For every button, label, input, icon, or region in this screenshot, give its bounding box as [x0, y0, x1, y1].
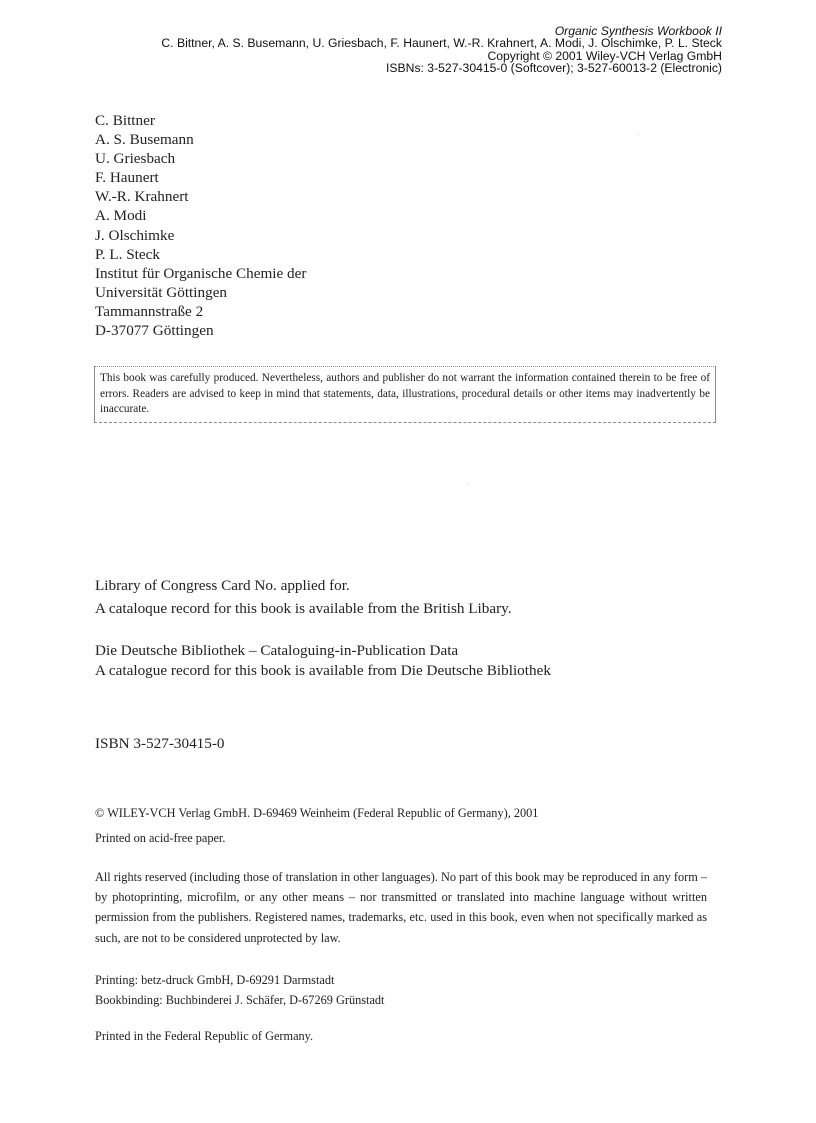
- scan-speck: [638, 134, 639, 135]
- author-name: C. Bittner: [95, 112, 155, 129]
- dnb-heading: Die Deutsche Bibliothek – Cataloguing-in-Publication Data: [95, 642, 459, 659]
- author-list: [95, 111, 306, 340]
- page-header: [22, 25, 722, 75]
- address-line: D-37077 Göttingen: [95, 322, 214, 340]
- bookbinding-credit: Bookbinding: Buchbinderei J. Schäfer, D-67269 Grünstadt: [95, 993, 385, 1007]
- address-line: Institut für Organische Chemie der: [95, 264, 307, 282]
- paper-note: Printed on acid-free paper.: [95, 831, 226, 845]
- header-copyright: Copyright © 2001 Wiley-VCH Verlag GmbH: [487, 48, 722, 63]
- dnb-block: [95, 641, 551, 680]
- british-library-note: A cataloque record for this book is available from the British Libary.: [95, 600, 512, 617]
- author-name: P. L. Steck: [95, 245, 160, 263]
- author-name: U. Griesbach: [95, 150, 176, 168]
- rights-notice: All rights reserved (including those of translation in other languages). No part of this book may be reproduced in any form – by photoprinting, microfilm, or any other means – nor transmitted or translated into machine language without written permission from the publishers. Registered names, trademarks, etc. used in this book, even when not specifically marked as such, are not to be considered unprotected by law.: [95, 870, 707, 945]
- dnb-record: A catalogue record for this book is available from Die Deutsche Bibliothek: [95, 661, 551, 679]
- disclaimer-box: This book was carefully produced. Nevertheless, authors and publisher do not warrant the information contained therein to be free of errors. Readers are advised to keep in mind that statements, data, illustrations, procedural details or other items may inadvertently be inaccurate.: [94, 366, 716, 423]
- author-name: A. S. Busemann: [95, 131, 194, 149]
- library-congress-note: Library of Congress Card No. applied for.: [95, 577, 350, 594]
- scan-speck: [467, 483, 468, 484]
- header-authors: C. Bittner, A. S. Busemann, U. Griesbach, F. Haunert, W.-R. Krahnert, A. Modi, J. Olschimke, P. L. Steck: [161, 36, 722, 51]
- header-isbns: ISBNs: 3-527-30415-0 (Softcover); 3-527-60013-2 (Electronic): [386, 61, 722, 76]
- address-line: Universität Göttingen: [95, 283, 228, 301]
- publisher-copyright: © WILEY-VCH Verlag GmbH. D-69469 Weinheim (Federal Republic of Germany), 2001: [95, 806, 539, 820]
- author-name: W.-R. Krahnert: [95, 188, 189, 206]
- author-name: A. Modi: [95, 207, 147, 225]
- printed-country: Printed in the Federal Republic of Germany.: [95, 1029, 314, 1043]
- printer-credit: Printing: betz-druck GmbH, D-69291 Darmstadt: [95, 973, 335, 987]
- book-title: Organic Synthesis Workbook II: [554, 24, 722, 38]
- address-line: Tammannstraße 2: [95, 302, 204, 320]
- author-name: F. Haunert: [95, 169, 159, 187]
- author-name: J. Olschimke: [95, 226, 175, 244]
- isbn-number: ISBN 3-527-30415-0: [95, 735, 225, 752]
- production-credits: [95, 970, 707, 1010]
- library-congress-block: [95, 574, 512, 620]
